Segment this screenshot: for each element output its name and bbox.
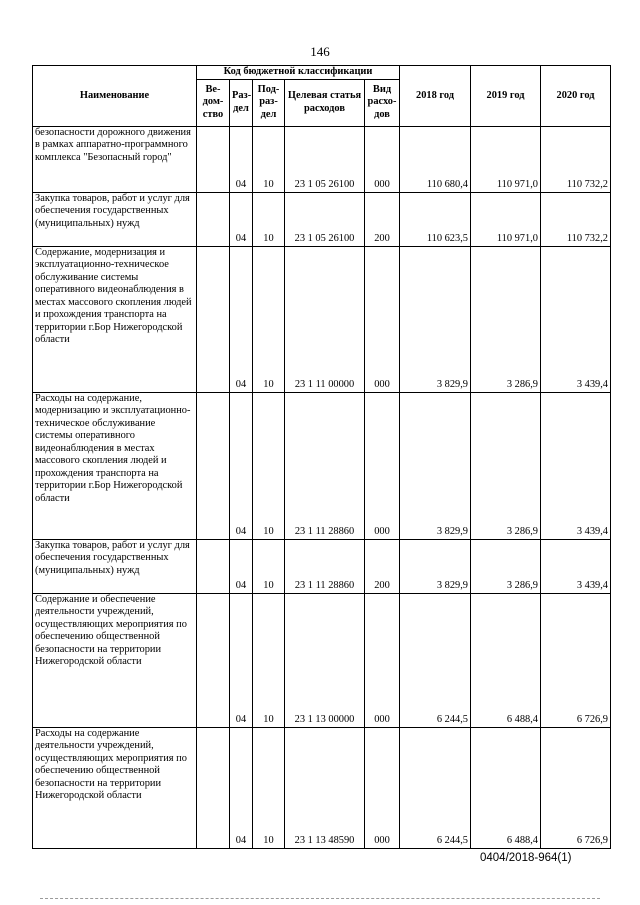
row-podrazdel: 10: [253, 126, 285, 192]
header-classification-group: Код бюджетной классификации: [197, 66, 400, 80]
row-razdel: 04: [230, 593, 253, 727]
table-row: [33, 192, 611, 246]
row-razdel: 04: [230, 727, 253, 848]
row-vedomstvo: [197, 126, 230, 192]
row-podrazdel: 10: [253, 539, 285, 593]
header-razdel: Раз-дел: [230, 79, 253, 126]
row-value-2020: 3 439,4: [541, 539, 611, 593]
row-value-2020: 110 732,2: [541, 192, 611, 246]
row-podrazdel: 10: [253, 727, 285, 848]
bottom-divider: [40, 898, 600, 899]
header-podrazdel: Под-раз-дел: [253, 79, 285, 126]
row-podrazdel: 10: [253, 192, 285, 246]
document-number: 0404/2018-964(1): [480, 852, 572, 864]
row-value-2019: 3 286,9: [471, 539, 541, 593]
row-vedomstvo: [197, 539, 230, 593]
row-expense-type: 200: [365, 192, 400, 246]
table-row: [33, 392, 611, 539]
budget-table: [32, 65, 611, 849]
row-name: Содержание и обеспечение деятельности учреждений, осуществляющих мероприятия по обеспечению общественной безопасности на территории Нижегородской области: [33, 593, 197, 727]
row-expense-type: 000: [365, 126, 400, 192]
row-value-2019: 3 286,9: [471, 246, 541, 392]
row-target-article: 23 1 11 28860: [285, 392, 365, 539]
header-name: Наименование: [33, 66, 197, 127]
row-value-2019: 110 971,0: [471, 192, 541, 246]
row-target-article: 23 1 11 28860: [285, 539, 365, 593]
row-value-2019: 6 488,4: [471, 727, 541, 848]
row-target-article: 23 1 13 48590: [285, 727, 365, 848]
table-row: [33, 246, 611, 392]
row-value-2019: 3 286,9: [471, 392, 541, 539]
header-year-2019: 2019 год: [471, 66, 541, 127]
page-number: 146: [310, 44, 330, 59]
row-value-2018: 3 829,9: [400, 246, 471, 392]
header-vedomstvo: Ве-дом-ство: [197, 79, 230, 126]
row-value-2020: 3 439,4: [541, 246, 611, 392]
row-podrazdel: 10: [253, 392, 285, 539]
row-razdel: 04: [230, 126, 253, 192]
row-vedomstvo: [197, 246, 230, 392]
header-target-article: Целевая статья расходов: [285, 79, 365, 126]
row-razdel: 04: [230, 539, 253, 593]
row-value-2019: 110 971,0: [471, 126, 541, 192]
row-name: Закупка товаров, работ и услуг для обеспечения государственных (муниципальных) нужд: [33, 192, 197, 246]
table-row: [33, 727, 611, 848]
row-name: Расходы на содержание деятельности учреждений, осуществляющих мероприятия по обеспечению общественной безопасности на территории Нижегородской области: [33, 727, 197, 848]
row-vedomstvo: [197, 727, 230, 848]
row-name: безопасности дорожного движения в рамках аппаратно-программного комплекса "Безопасный город": [33, 126, 197, 192]
row-expense-type: 000: [365, 727, 400, 848]
row-podrazdel: 10: [253, 593, 285, 727]
table-row: [33, 539, 611, 593]
row-razdel: 04: [230, 246, 253, 392]
table-row: [33, 126, 611, 192]
row-vedomstvo: [197, 392, 230, 539]
header-year-2020: 2020 год: [541, 66, 611, 127]
row-target-article: 23 1 13 00000: [285, 593, 365, 727]
row-razdel: 04: [230, 192, 253, 246]
row-target-article: 23 1 11 00000: [285, 246, 365, 392]
row-name: Закупка товаров, работ и услуг для обеспечения государственных (муниципальных) нужд: [33, 539, 197, 593]
row-name: Расходы на содержание, модернизацию и эксплуатационно-техническое обслуживание системы оперативного видеонаблюдения в местах массового скопления людей и прохождения транспорта на территории г.Бор Нижегородской области: [33, 392, 197, 539]
row-razdel: 04: [230, 392, 253, 539]
row-value-2020: 6 726,9: [541, 727, 611, 848]
header-year-2018: 2018 год: [400, 66, 471, 127]
row-expense-type: 000: [365, 392, 400, 539]
row-value-2018: 6 244,5: [400, 593, 471, 727]
row-vedomstvo: [197, 192, 230, 246]
row-value-2020: 110 732,2: [541, 126, 611, 192]
row-value-2018: 3 829,9: [400, 392, 471, 539]
row-name: Содержание, модернизация и эксплуатационно-техническое обслуживание системы оперативного видеонаблюдения в местах массового скопления людей и прохождения транспорта на территории г.Бор Нижегородской области: [33, 246, 197, 392]
row-value-2018: 3 829,9: [400, 539, 471, 593]
row-expense-type: 000: [365, 246, 400, 392]
row-value-2018: 110 623,5: [400, 192, 471, 246]
row-expense-type: 200: [365, 539, 400, 593]
row-expense-type: 000: [365, 593, 400, 727]
row-value-2018: 6 244,5: [400, 727, 471, 848]
row-vedomstvo: [197, 593, 230, 727]
header-expense-type: Вид расхо-дов: [365, 79, 400, 126]
row-podrazdel: 10: [253, 246, 285, 392]
row-value-2020: 3 439,4: [541, 392, 611, 539]
row-value-2020: 6 726,9: [541, 593, 611, 727]
row-value-2019: 6 488,4: [471, 593, 541, 727]
row-target-article: 23 1 05 26100: [285, 126, 365, 192]
row-target-article: 23 1 05 26100: [285, 192, 365, 246]
row-value-2018: 110 680,4: [400, 126, 471, 192]
table-row: [33, 593, 611, 727]
